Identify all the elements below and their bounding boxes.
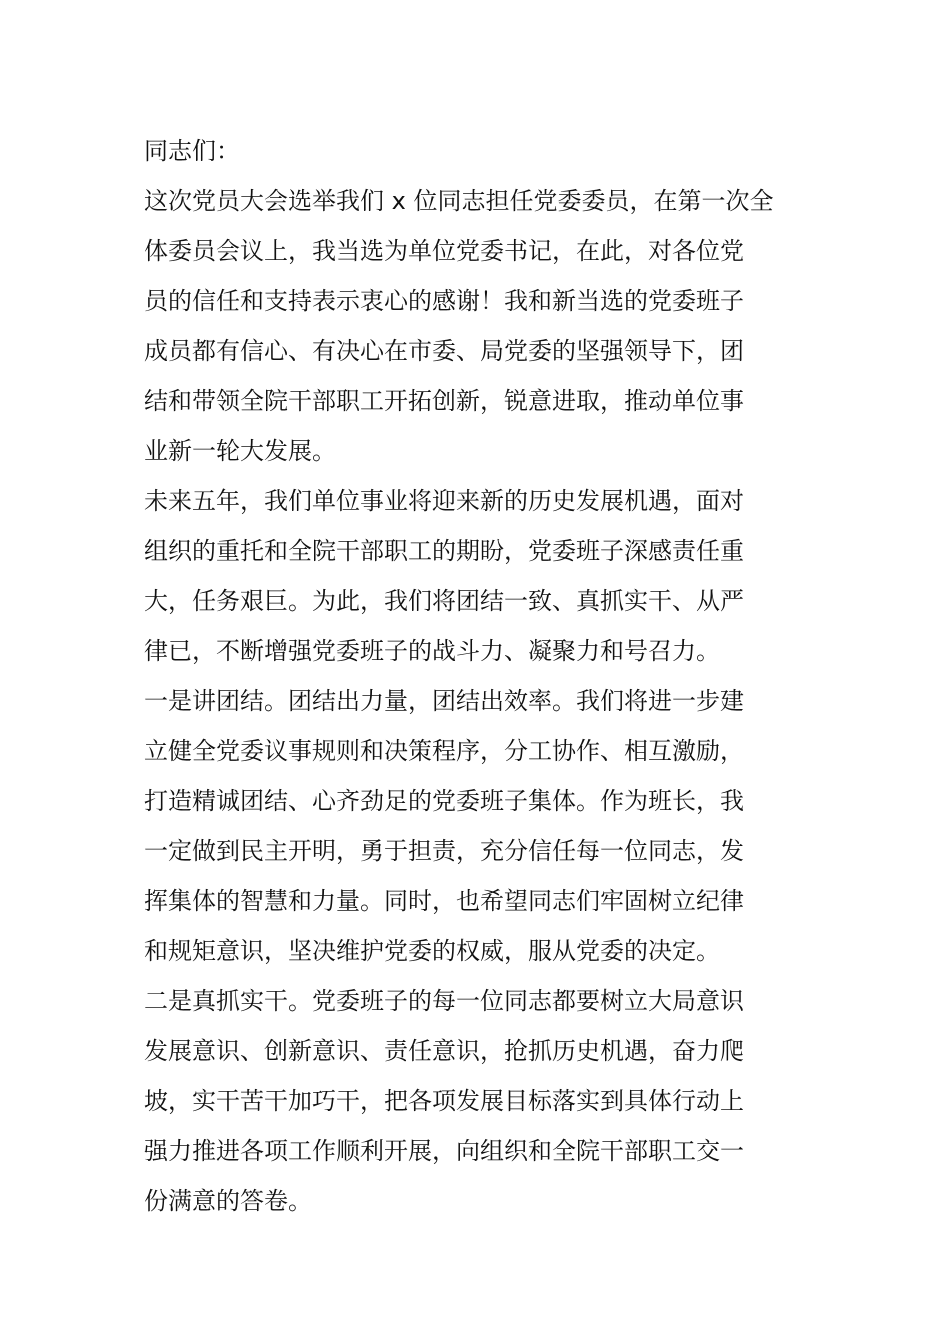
text-line: 大，任务艰巨。为此，我们将团结一致、真抓实干、从严 [144,587,744,615]
text-line: 强力推进各项工作顺利开展，向组织和全院干部职工交一 [144,1137,744,1165]
text-line: 结和带领全院干部职工开拓创新，锐意进取，推动单位事 [144,387,744,415]
text-line: 立健全党委议事规则和决策程序，分工协作、相互激励， [144,737,744,765]
text-line: 成员都有信心、有决心在市委、局党委的坚强领导下，团 [144,337,744,365]
text-line: 一是讲团结。团结出力量，团结出效率。我们将进一步建 [144,687,744,715]
text-line: 这次党员大会选举我们 x 位同志担任党委委员，在第一次全 [144,187,774,215]
text-line: 未来五年，我们单位事业将迎来新的历史发展机遇，面对 [144,487,744,515]
text-line: 份满意的答卷。 [144,1187,312,1215]
text-line: 员的信任和支持表示衷心的感谢！我和新当选的党委班子 [144,287,744,315]
text-line: 二是真抓实干。党委班子的每一位同志都要树立大局意识 [144,987,744,1015]
text-line: 律已，不断增强党委班子的战斗力、凝聚力和号召力。 [144,637,720,665]
text-line: 挥集体的智慧和力量。同时，也希望同志们牢固树立纪律 [144,887,744,915]
text-line: 发展意识、创新意识、责任意识，抢抓历史机遇，奋力爬 [144,1037,744,1065]
text-line: 组织的重托和全院干部职工的期盼，党委班子深感责任重 [144,537,744,565]
text-line: 一定做到民主开明，勇于担责，充分信任每一位同志，发 [144,837,744,865]
text-line: 和规矩意识，坚决维护党委的权威，服从党委的决定。 [144,937,720,965]
salutation-line: 同志们： [144,137,240,165]
text-line: 体委员会议上，我当选为单位党委书记，在此，对各位党 [144,237,744,265]
text-line: 业新一轮大发展。 [144,437,336,465]
document-body [144,126,816,1226]
text-line: 打造精诚团结、心齐劲足的党委班子集体。作为班长，我 [144,787,744,815]
text-line: 坡，实干苦干加巧干，把各项发展目标落实到具体行动上 [144,1087,744,1115]
